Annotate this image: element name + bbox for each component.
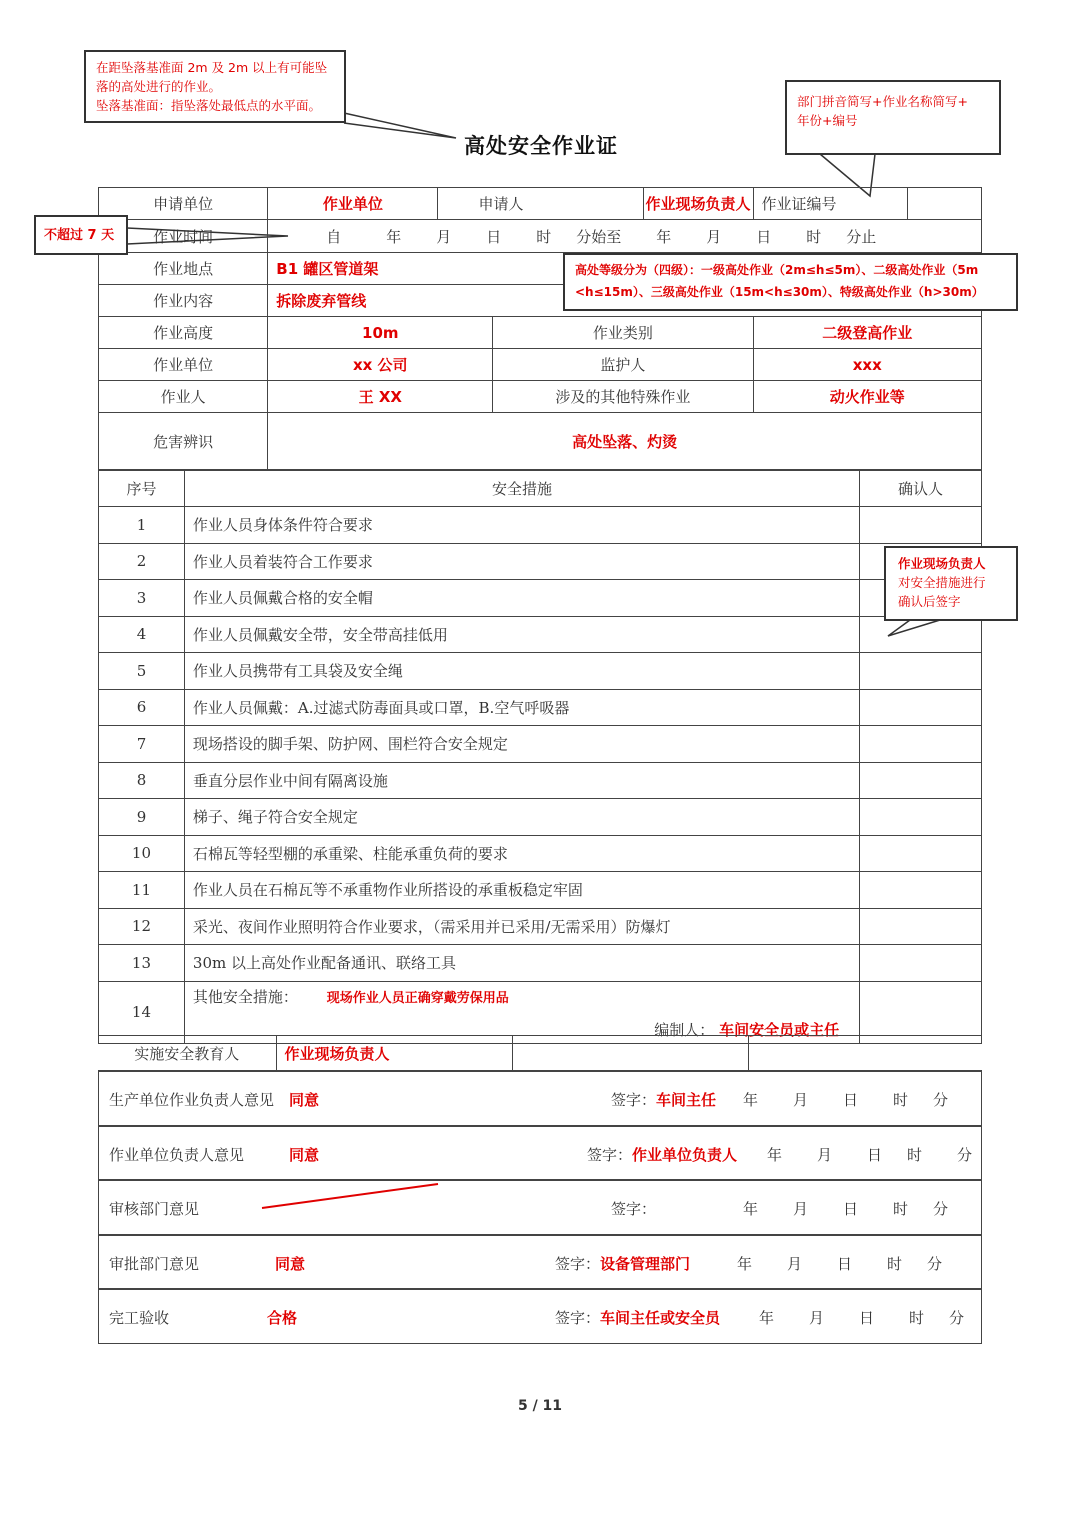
confirm-cell[interactable] [860, 616, 982, 653]
measure-no: 13 [99, 945, 185, 982]
measure-text: 作业人员着装符合工作要求 [184, 543, 859, 580]
measure-text: 采光、夜间作业照明符合作业要求，（需采用并已采用/无需采用）防爆灯 [184, 908, 859, 945]
measure-no: 5 [99, 653, 185, 690]
approvals [98, 1070, 982, 1344]
table-row [99, 872, 982, 909]
sign-label: 签字： [555, 1254, 601, 1273]
approval-label: 生产单位作业负责人意见 [109, 1091, 275, 1109]
signer-value[interactable]: 车间主任 [656, 1091, 717, 1109]
applicant-value[interactable]: 作业现场负责人 [643, 188, 753, 220]
definition-note: 在距坠落基准面 2m 及 2m 以上有可能坠 落的高处进行的作业。 坠落基准面：指坠落处最低点的水平面。 [84, 50, 346, 123]
special-value[interactable]: 动火作业等 [753, 381, 981, 413]
time-unit: 年 [737, 1254, 753, 1273]
signer-value[interactable]: 设备管理部门 [600, 1254, 691, 1273]
measure-no: 8 [99, 762, 185, 799]
education-label: 实施安全教育人 [98, 1036, 276, 1071]
time-unit: 月 [793, 1091, 809, 1109]
measure-text: 30m 以上高处作业配备通讯、联络工具 [184, 945, 859, 982]
worker-value[interactable]: 王 XX [268, 381, 493, 413]
table-row [99, 835, 982, 872]
measure-no: 10 [99, 835, 185, 872]
measure-text: 作业人员佩戴：A.过滤式防毒面具或口罩，B.空气呼吸器 [184, 689, 859, 726]
approval-signature[interactable] [555, 1307, 720, 1328]
table-row [99, 945, 982, 982]
measure-no: 3 [99, 580, 185, 617]
unit-value[interactable]: xx 公司 [268, 349, 493, 381]
other-measure-value[interactable]: 现场作业人员正确穿戴劳保用品 [326, 990, 509, 1006]
height-label: 作业高度 [99, 317, 268, 349]
approval-signature[interactable] [611, 1089, 716, 1110]
other-measure-label: 其他安全措施： [192, 987, 298, 1006]
confirm-note: 作业现场负责人 对安全措施进行 确认后签字 [884, 546, 1018, 621]
compiler-value[interactable]: 车间安全员或主任 [719, 1020, 840, 1039]
levels-note: 高处等级分为（四级）：一级高处作业（2m≤h≤5m）、二级高处作业（5m <h≤15m）、三级高处作业（15m<h≤30m）、特级高处作业（h>30m） [563, 253, 1018, 311]
time-unit: 年 [759, 1309, 775, 1327]
table-row [99, 507, 982, 544]
confirm-cell[interactable] [860, 689, 982, 726]
approval-row [99, 1290, 981, 1343]
location-label: 作业地点 [99, 253, 268, 285]
sign-label: 签字： [611, 1091, 657, 1109]
time-unit: 日 [843, 1200, 859, 1218]
confirm-cell[interactable] [860, 653, 982, 690]
cert-no-label: 作业证编号 [753, 188, 907, 220]
approval-signature[interactable] [611, 1198, 656, 1219]
special-label: 涉及的其他特殊作业 [493, 381, 753, 413]
approval-label: 审核部门意见 [109, 1200, 200, 1218]
measure-text: 作业人员在石棉瓦等不承重物作业所搭设的承重板稳定牢固 [184, 872, 859, 909]
confirm-cell[interactable] [860, 762, 982, 799]
measure-text: 作业人员身体条件符合要求 [184, 507, 859, 544]
measure-text: 作业人员佩戴合格的安全帽 [184, 580, 859, 617]
confirm-cell[interactable] [860, 835, 982, 872]
category-label: 作业类别 [493, 317, 753, 349]
time-unit: 日 [867, 1145, 883, 1164]
height-value[interactable]: 10m [268, 317, 493, 349]
confirm-cell[interactable] [860, 872, 982, 909]
time-unit: 日 [843, 1091, 859, 1109]
max-days-note: 不超过 7 天 [34, 215, 128, 255]
time-unit: 年 [767, 1145, 783, 1164]
table-row [99, 543, 982, 580]
measures-table [98, 469, 982, 1044]
time-unit: 月 [817, 1145, 833, 1164]
time-label: 作业时间 [99, 220, 268, 253]
measure-text: 石棉瓦等轻型棚的承重梁、柱能承重负荷的要求 [184, 835, 859, 872]
approval-label: 审批部门意见 [109, 1254, 200, 1273]
education-table [98, 1035, 982, 1071]
measure-no: 14 [99, 981, 185, 1043]
approval-row [99, 1181, 981, 1236]
time-unit: 时 [893, 1091, 909, 1109]
hazard-value[interactable]: 高处坠落、灼烫 [268, 413, 982, 471]
time-unit: 分 [933, 1091, 949, 1109]
approval-row [99, 1236, 981, 1291]
signer-value[interactable]: 车间主任或安全员 [600, 1309, 721, 1327]
guardian-label: 监护人 [493, 349, 753, 381]
col-no: 序号 [99, 470, 185, 507]
time-unit: 分 [957, 1145, 973, 1164]
confirm-cell[interactable] [860, 908, 982, 945]
signer-value[interactable]: 作业单位负责人 [632, 1145, 738, 1164]
approval-row [99, 1127, 981, 1182]
time-unit: 年 [743, 1091, 759, 1109]
table-row [99, 616, 982, 653]
definition-pointer [344, 113, 456, 138]
confirm-cell[interactable] [860, 507, 982, 544]
time-unit: 分 [949, 1309, 965, 1327]
page-number: 5 / 11 [517, 1398, 563, 1414]
table-row [99, 762, 982, 799]
time-unit: 时 [887, 1254, 903, 1273]
measure-text: 作业人员携带有工具袋及安全绳 [184, 653, 859, 690]
apply-unit-label: 申请单位 [99, 188, 268, 220]
measure-text: 作业人员佩戴安全带，安全带高挂低用 [184, 616, 859, 653]
measure-no: 11 [99, 872, 185, 909]
sign-label: 签字： [587, 1145, 633, 1164]
confirm-cell[interactable] [860, 945, 982, 982]
time-unit: 月 [793, 1200, 809, 1218]
time-unit: 时 [907, 1145, 923, 1164]
table-row [99, 689, 982, 726]
time-unit: 日 [859, 1309, 875, 1327]
education-value[interactable]: 作业现场负责人 [276, 1036, 512, 1071]
measure-no: 4 [99, 616, 185, 653]
other-measure-cell[interactable] [184, 981, 859, 1043]
worker-label: 作业人 [99, 381, 268, 413]
approval-row [99, 1072, 981, 1127]
table-row [99, 726, 982, 763]
col-confirm: 确认人 [860, 470, 982, 507]
unit-label: 作业单位 [99, 349, 268, 381]
table-row [99, 653, 982, 690]
time-unit: 时 [893, 1200, 909, 1218]
measure-no: 7 [99, 726, 185, 763]
time-unit: 时 [909, 1309, 925, 1327]
applicant-cell [438, 188, 643, 220]
sign-label: 签字： [611, 1200, 657, 1218]
time-unit: 日 [837, 1254, 853, 1273]
approval-label: 作业单位负责人意见 [109, 1145, 245, 1164]
measure-text: 现场搭设的脚手架、防护网、围栏符合安全规定 [184, 726, 859, 763]
table-row [99, 908, 982, 945]
confirm-cell[interactable] [860, 799, 982, 836]
measure-no: 9 [99, 799, 185, 836]
confirm-cell[interactable] [860, 726, 982, 763]
applicant-label: 申请人 [478, 195, 524, 213]
cert-no-value[interactable] [907, 188, 981, 220]
measure-no: 2 [99, 543, 185, 580]
education-blank-1[interactable] [512, 1036, 748, 1071]
guardian-value[interactable]: xxx [753, 349, 981, 381]
measure-text: 垂直分层作业中间有隔离设施 [184, 762, 859, 799]
content-value[interactable]: 拆除废弃管线 [268, 285, 982, 317]
time-unit: 年 [743, 1200, 759, 1218]
apply-unit-value[interactable]: 作业单位 [268, 188, 438, 220]
compiler-label: 编制人： [654, 1020, 715, 1039]
sign-label: 签字： [555, 1309, 601, 1327]
approval-opinion[interactable]: 同意 [289, 1091, 320, 1109]
education-blank-2[interactable] [748, 1036, 982, 1071]
col-measure: 安全措施 [184, 470, 859, 507]
permit-header-table [98, 187, 982, 471]
time-unit: 分 [927, 1254, 943, 1273]
approval-opinion[interactable]: 同意 [289, 1145, 320, 1164]
time-unit: 月 [787, 1254, 803, 1273]
code-rule-note: 部门拼音简写+作业名称简写+ 年份+编号 [785, 80, 1001, 155]
category-value[interactable]: 二级登高作业 [753, 317, 981, 349]
document-title: 高处安全作业证 [464, 133, 618, 158]
approval-signature[interactable] [555, 1253, 690, 1274]
hazard-label: 危害辨识 [99, 413, 268, 471]
approval-opinion[interactable]: 合格 [267, 1309, 298, 1327]
approval-signature[interactable] [587, 1144, 737, 1165]
time-unit: 分 [933, 1200, 949, 1218]
table-row [99, 580, 982, 617]
measure-no: 1 [99, 507, 185, 544]
location-value[interactable]: B1 罐区管道架 [268, 253, 982, 285]
time-fields[interactable]: 自 年 月 日 时 分始至 年 月 日 时 分止 [268, 220, 982, 253]
confirm-cell[interactable] [860, 981, 982, 1043]
measure-no: 12 [99, 908, 185, 945]
approval-opinion[interactable]: 同意 [275, 1254, 306, 1273]
measure-no: 6 [99, 689, 185, 726]
approval-label: 完工验收 [109, 1309, 170, 1327]
table-row [99, 799, 982, 836]
content-label: 作业内容 [99, 285, 268, 317]
time-unit: 月 [809, 1309, 825, 1327]
measure-text: 梯子、绳子符合安全规定 [184, 799, 859, 836]
